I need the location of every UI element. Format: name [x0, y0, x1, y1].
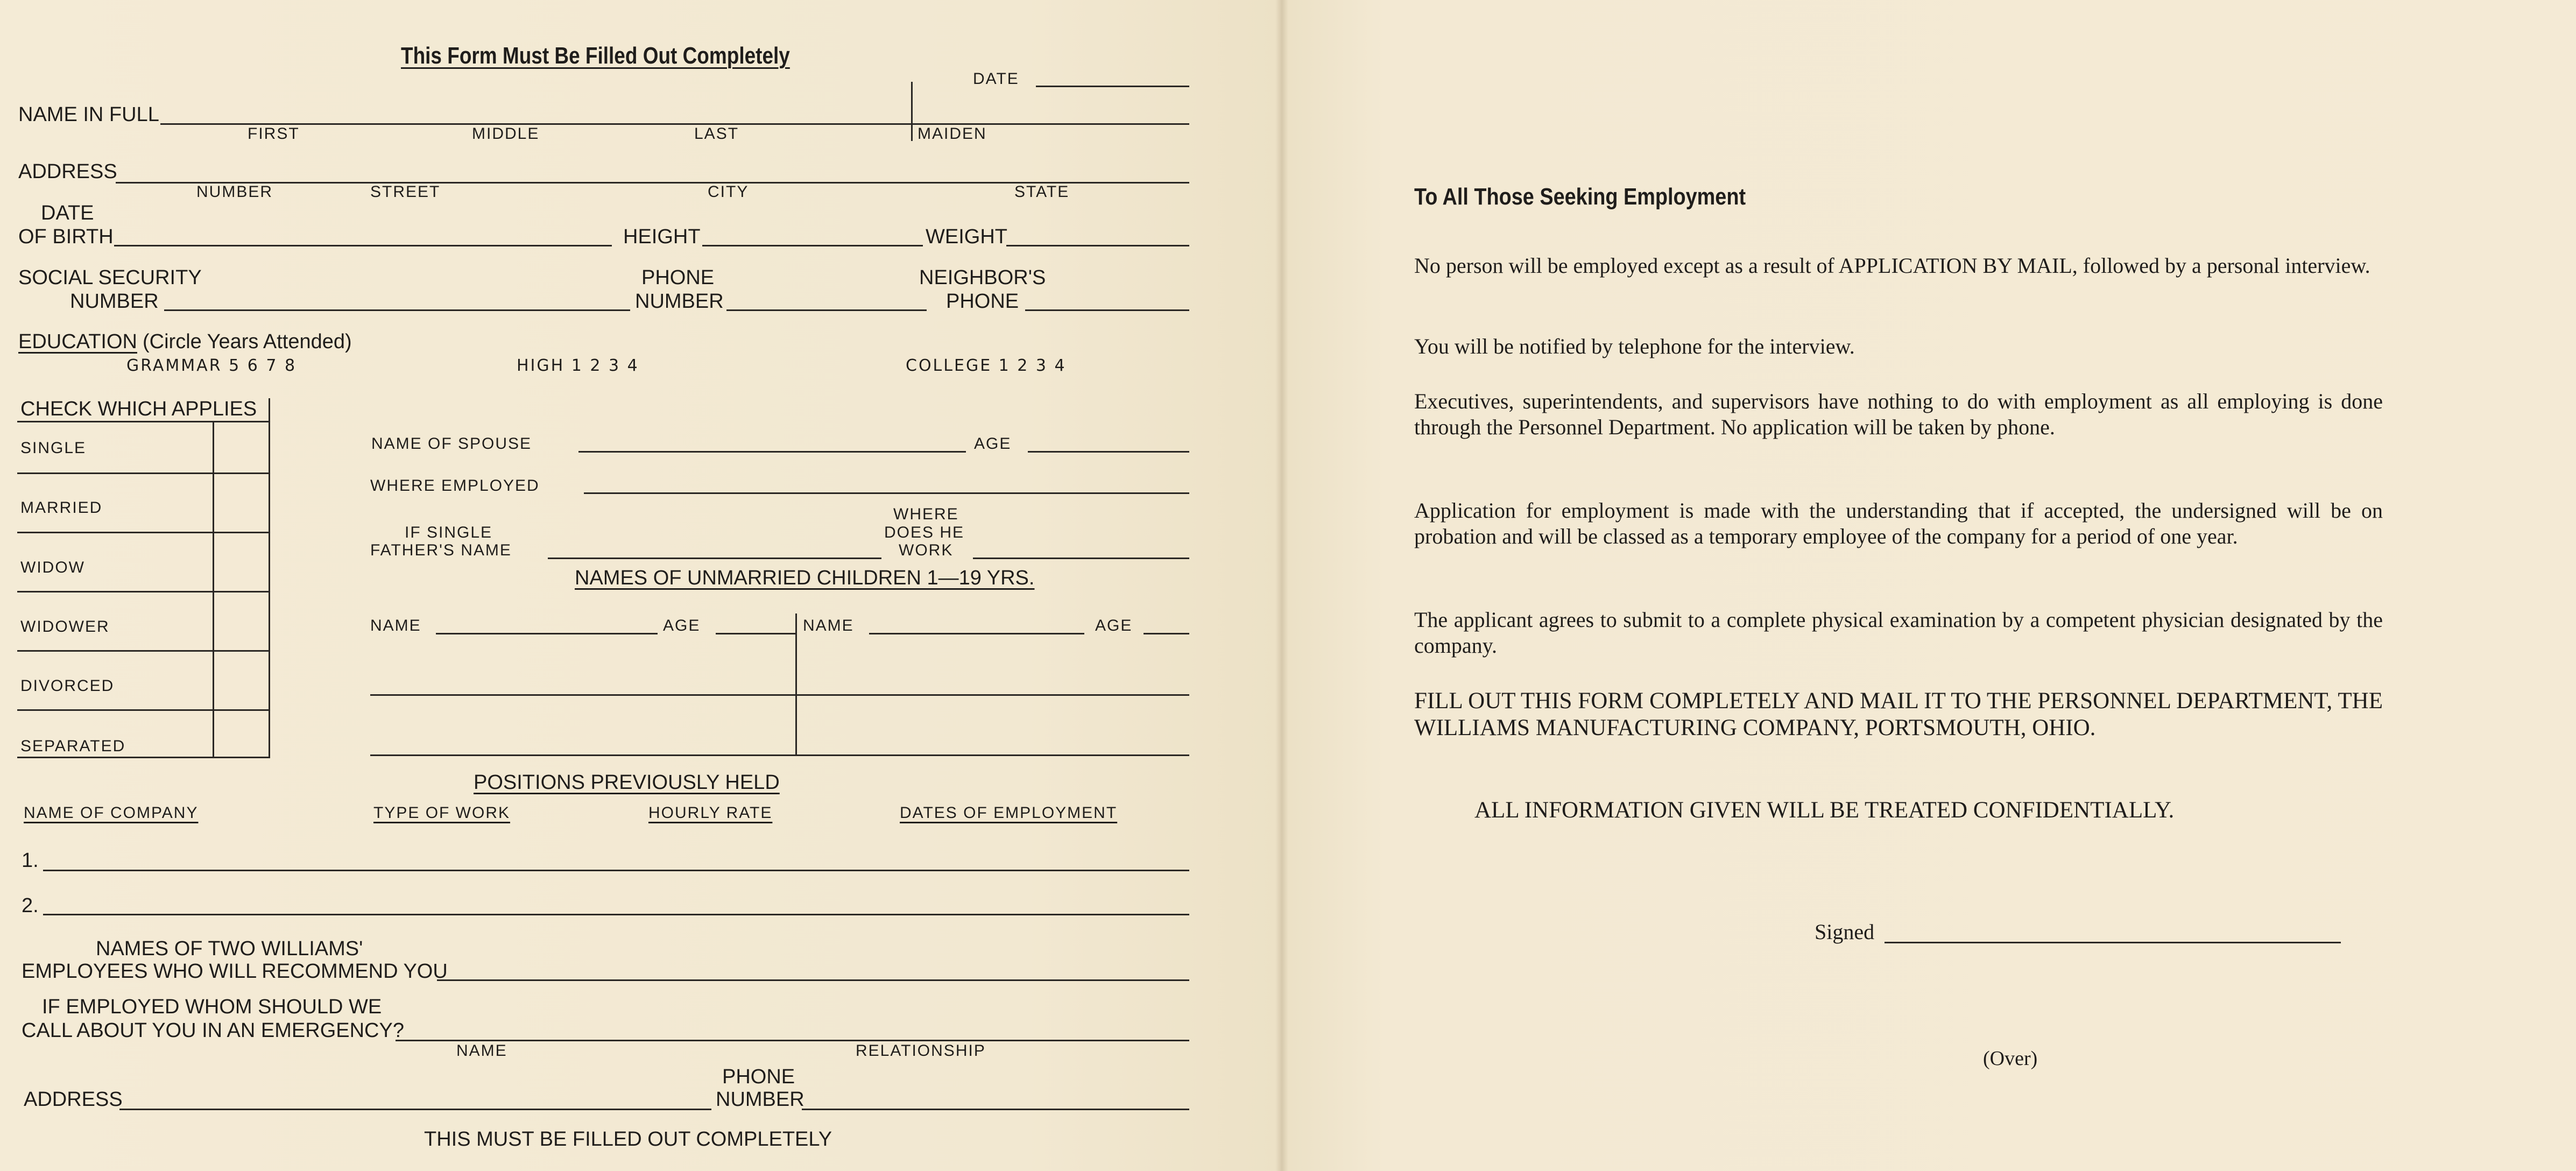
spouse-label: NAME OF SPOUSE: [371, 435, 532, 453]
child-name-label: NAME: [370, 617, 421, 634]
education-label: EDUCATION: [18, 330, 137, 353]
education-note: (Circle Years Attended): [143, 330, 352, 353]
option-married-label: MARRIED: [20, 499, 103, 517]
option-married-checkbox[interactable]: [215, 474, 267, 531]
notice-paragraph: You will be notified by telephone for the interview.: [1414, 334, 1855, 358]
emergency-relationship-label: RELATIONSHIP: [856, 1042, 986, 1060]
check-table-outer-border: [269, 398, 270, 757]
address-label: ADDRESS: [18, 160, 117, 183]
ssn-number-label: NUMBER: [70, 290, 159, 313]
check-table-bottom-rule: [17, 757, 270, 758]
notice-paragraph: The applicant agrees to submit to a complete physical examination by a competent physician designated by the company.: [1414, 608, 2383, 658]
column-company: NAME OF COMPANY: [24, 804, 199, 822]
weight-label: WEIGHT: [926, 225, 1007, 248]
name-label: NAME IN FULL: [18, 103, 159, 126]
children-row-field[interactable]: [370, 754, 1189, 756]
birth-date-label: DATE: [41, 202, 94, 224]
positions-heading: POSITIONS PREVIOUSLY HELD: [474, 771, 780, 794]
if-single-label: IF SINGLE: [405, 524, 493, 541]
where-label: WHERE: [893, 505, 959, 523]
date-field[interactable]: [1036, 86, 1189, 87]
column-hourly-rate: HOURLY RATE: [648, 804, 773, 822]
option-widower-checkbox[interactable]: [215, 592, 267, 649]
column-type-of-work: TYPE OF WORK: [373, 804, 511, 822]
name-field[interactable]: [160, 123, 1189, 125]
option-widower-label: WIDOWER: [20, 618, 110, 636]
name-last-label: LAST: [694, 125, 739, 143]
neighbor-phone-label: PHONE: [946, 290, 1019, 313]
does-he-label: DOES HE: [884, 524, 965, 541]
recommend-field[interactable]: [437, 979, 1189, 981]
recommend-label-2: EMPLOYEES WHO WILL RECOMMEND YOU: [22, 960, 448, 983]
emergency-name-label: NAME: [456, 1042, 507, 1060]
address-street-label: STREET: [370, 183, 441, 201]
education-grammar[interactable]: GRAMMAR 5 6 7 8: [126, 356, 297, 375]
fathers-name-label: FATHER'S NAME: [370, 541, 512, 559]
option-separated-checkbox[interactable]: [215, 711, 267, 756]
spouse-name-field[interactable]: [578, 451, 966, 453]
recommend-label: NAMES OF TWO WILLIAMS': [96, 937, 363, 960]
date-label: DATE: [973, 70, 1019, 88]
children-column-divider: [795, 613, 797, 756]
address-state-label: STATE: [1014, 183, 1070, 201]
father-work-field[interactable]: [973, 558, 1189, 559]
option-widow-label: WIDOW: [20, 559, 85, 576]
birth-label: OF BIRTH: [18, 225, 114, 248]
notice-heading: To All Those Seeking Employment: [1414, 184, 1746, 210]
option-widow-checkbox[interactable]: [215, 533, 267, 590]
height-field[interactable]: [702, 245, 923, 246]
column-dates-of-employment: DATES OF EMPLOYMENT: [900, 804, 1118, 822]
notice-paragraph: Application for employment is made with the understanding that if accepted, the undersigned will be on probation and will be classed as a temporary employee of the company for a period of one year.: [1414, 498, 2383, 548]
phone-number-label: NUMBER: [635, 290, 724, 313]
option-separated-label: SEPARATED: [20, 737, 126, 755]
education-high[interactable]: HIGH 1 2 3 4: [517, 356, 639, 375]
ssn-label: SOCIAL SECURITY: [18, 266, 202, 289]
option-single-checkbox[interactable]: [215, 422, 267, 471]
application-form-page: [0, 0, 1281, 1171]
over-label: (Over): [1983, 1047, 2038, 1070]
option-divorced-checkbox[interactable]: [215, 652, 267, 708]
option-single-label: SINGLE: [20, 439, 87, 457]
fathers-name-field[interactable]: [548, 558, 881, 559]
work-label: WORK: [899, 541, 954, 559]
ssn-field[interactable]: [164, 309, 630, 311]
option-divorced-label: DIVORCED: [20, 677, 115, 695]
address-number-label: NUMBER: [196, 183, 273, 201]
name-maiden-label: MAIDEN: [918, 125, 987, 143]
position-row-field[interactable]: [43, 870, 1189, 871]
child-name-field[interactable]: [436, 633, 658, 634]
neighbor-phone-field[interactable]: [1025, 309, 1189, 311]
child-age-label: AGE: [663, 617, 701, 634]
children-row-field[interactable]: [370, 694, 1189, 696]
position-row-number: 2.: [22, 894, 39, 917]
weight-field[interactable]: [1006, 245, 1189, 246]
position-row-field[interactable]: [43, 914, 1189, 915]
name-first-label: FIRST: [248, 125, 300, 143]
notice-paragraph: Executives, superintendents, and supervisors have nothing to do with employment as all employing is done through the Personnel Department. No application will be taken by phone.: [1414, 389, 2383, 439]
spouse-age-label: AGE: [974, 435, 1012, 453]
education-college[interactable]: COLLEGE 1 2 3 4: [906, 356, 1067, 375]
child-name-field[interactable]: [869, 633, 1084, 634]
page-fold: [1275, 0, 1288, 1171]
emergency-phone-label: PHONE: [722, 1066, 795, 1088]
check-table-column-divider: [213, 421, 214, 757]
children-heading: NAMES OF UNMARRIED CHILDREN 1—19 YRS.: [575, 567, 1035, 589]
notice-page: [1281, 0, 2576, 1171]
name-middle-label: MIDDLE: [472, 125, 540, 143]
form-footer: THIS MUST BE FILLED OUT COMPLETELY: [424, 1128, 832, 1151]
height-label: HEIGHT: [623, 225, 701, 248]
birth-date-field[interactable]: [114, 245, 612, 246]
notice-paragraph: No person will be employed except as a result of APPLICATION BY MAIL, followed by a personal interview.: [1414, 253, 2370, 278]
where-employed-field[interactable]: [584, 492, 1189, 494]
emergency-label-2: CALL ABOUT YOU IN AN EMERGENCY?: [22, 1019, 404, 1042]
position-row-number: 1.: [22, 849, 39, 872]
signed-label: Signed: [1815, 920, 1875, 944]
form-title: This Form Must Be Filled Out Completely: [401, 43, 790, 69]
spouse-age-field[interactable]: [1028, 451, 1189, 453]
address-city-label: CITY: [708, 183, 749, 201]
where-employed-label: WHERE EMPLOYED: [370, 477, 540, 495]
neighbor-label: NEIGHBOR'S: [919, 266, 1046, 289]
notice-instructions: FILL OUT THIS FORM COMPLETELY AND MAIL IT TO THE PERSONNEL DEPARTMENT, THE WILLIAMS MANUFACTURING COMPANY, PORTSMOUTH, OHIO.: [1414, 688, 2383, 740]
child-age-label: AGE: [1095, 617, 1133, 634]
emergency-phone-number-label: NUMBER: [716, 1088, 804, 1111]
confidential-notice: ALL INFORMATION GIVEN WILL BE TREATED CONFIDENTIALLY.: [1474, 798, 2175, 823]
emergency-address-field[interactable]: [119, 1109, 711, 1110]
check-heading: CHECK WHICH APPLIES: [20, 398, 257, 420]
phone-label: PHONE: [641, 266, 715, 289]
signature-field[interactable]: [1885, 942, 2341, 943]
emergency-phone-field[interactable]: [802, 1109, 1189, 1110]
phone-field[interactable]: [726, 309, 927, 311]
child-name-label: NAME: [803, 617, 854, 634]
emergency-address-label: ADDRESS: [24, 1088, 123, 1111]
child-age-field[interactable]: [1144, 633, 1189, 634]
child-age-field[interactable]: [716, 633, 795, 634]
emergency-field[interactable]: [396, 1040, 1189, 1041]
maiden-divider: [911, 82, 913, 141]
emergency-label: IF EMPLOYED WHOM SHOULD WE: [42, 996, 382, 1018]
